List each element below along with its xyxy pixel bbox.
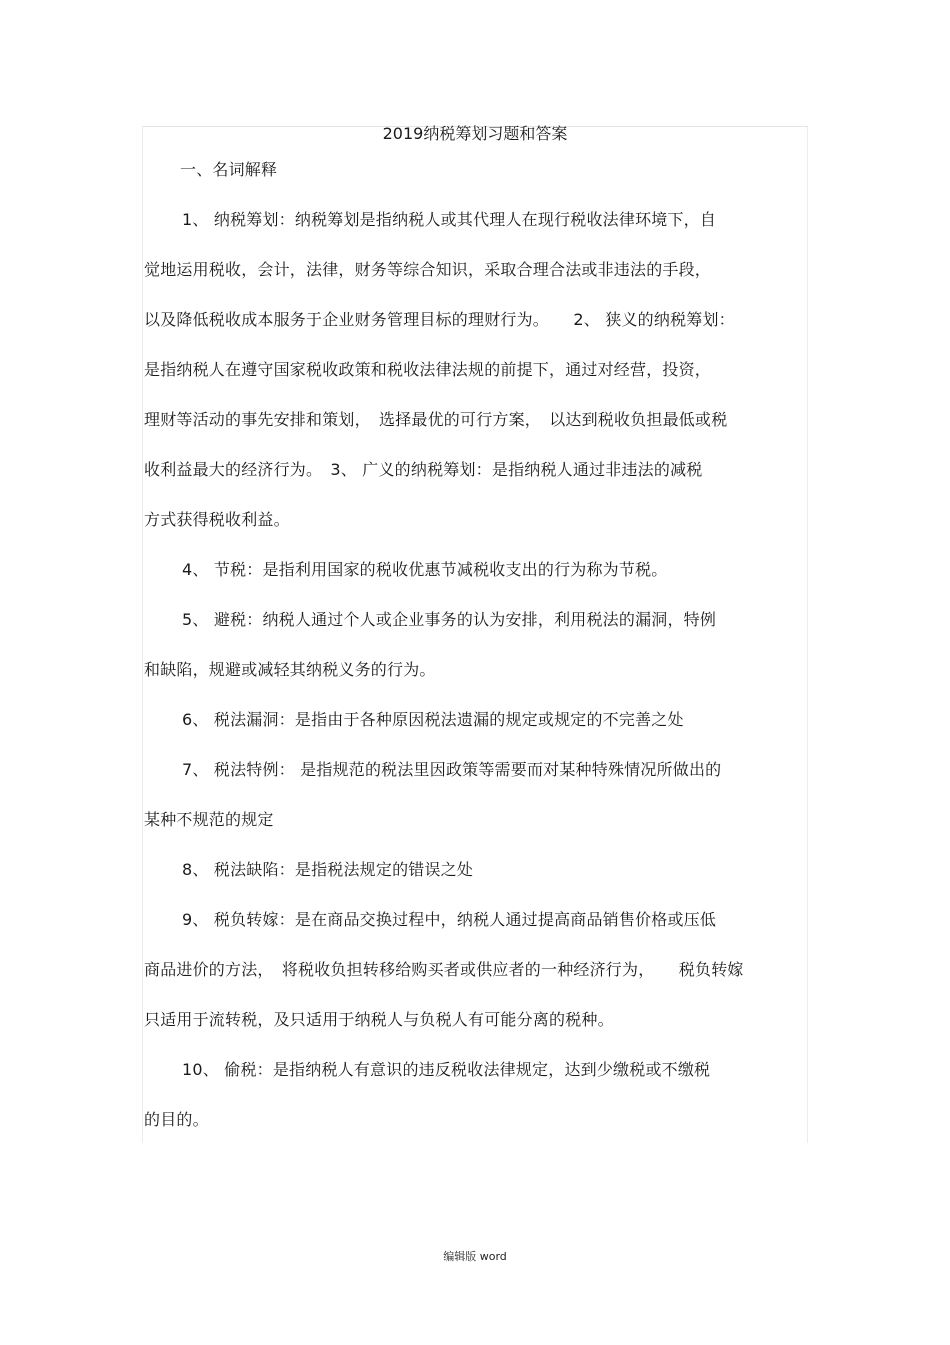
paragraph-line: 理财等活动的事先安排和策划， 选择最优的可行方案， 以达到税收负担最低或税: [144, 410, 728, 429]
paragraph-line: 觉地运用税收，会计，法律，财务等综合知识，采取合理合法或非违法的手段，: [144, 260, 712, 279]
paragraph-line: 9、 税负转嫁：是在商品交换过程中，纳税人通过提高商品销售价格或压低: [182, 910, 717, 929]
paragraph-line: 只适用于流转税，及只适用于纳税人与负税人有可能分离的税种。: [144, 1010, 614, 1029]
paragraph-line: 的目的。: [144, 1110, 209, 1129]
paragraph-line: 5、 避税：纳税人通过个人或企业事务的认为安排，利用税法的漏洞，特例: [182, 610, 717, 629]
paragraph-line: 商品进价的方法， 将税收负担转移给购买者或供应者的一种经济行为， 税负转嫁: [144, 960, 744, 979]
paragraph-line: 7、 税法特例： 是指规范的税法里因政策等需要而对某种特殊情况所做出的: [182, 760, 722, 779]
paragraph-line: 10、 偷税：是指纳税人有意识的违反税收法律规定，达到少缴税或不缴税: [182, 1060, 711, 1079]
page-footer: 编辑版 word: [443, 1250, 507, 1263]
paragraph-line: 8、 税法缺陷：是指税法规定的错误之处: [182, 860, 474, 879]
paragraph-line: 和缺陷，规避或减轻其纳税义务的行为。: [144, 660, 436, 679]
paragraph-line: 方式获得税收利益。: [144, 510, 290, 529]
paragraph-line: 6、 税法漏洞：是指由于各种原因税法遗漏的规定或规定的不完善之处: [182, 710, 684, 729]
paragraph-line: 是指纳税人在遵守国家税收政策和税收法律法规的前提下，通过对经营，投资，: [144, 360, 712, 379]
document-title: 2019纳税筹划习题和答案: [382, 124, 568, 143]
paragraph-line: 某种不规范的规定: [144, 810, 274, 829]
section-heading: 一、名词解释: [180, 160, 278, 179]
paragraph-line: 4、 节税：是指利用国家的税收优惠节减税收支出的行为称为节税。: [182, 560, 668, 579]
paragraph-line: 以及降低税收成本服务于企业财务管理目标的理财行为。 2、 狭义的纳税筹划：: [144, 310, 735, 329]
paragraph-line: 收利益最大的经济行为。 3、 广义的纳税筹划：是指纳税人通过非违法的减税: [144, 460, 703, 479]
paragraph-line: 1、 纳税筹划：纳税筹划是指纳税人或其代理人在现行税收法律环境下，自: [182, 210, 717, 229]
